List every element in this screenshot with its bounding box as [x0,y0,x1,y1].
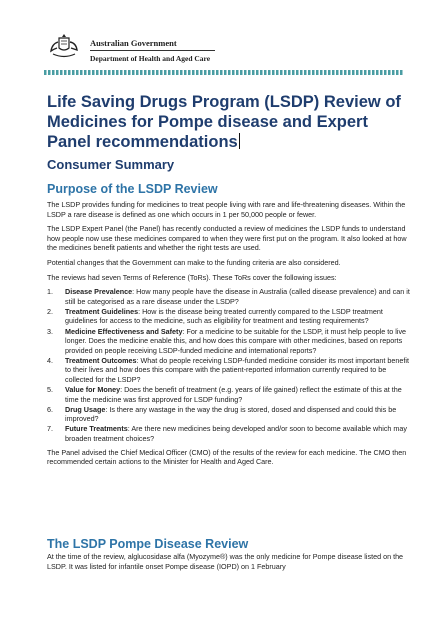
list-text: : Does the benefit of treatment (e.g. years of life gained) reflect the estimate of this at the time the medicine was first approved for LSDP funding? [65,385,402,404]
list-item [47,327,415,356]
document-subtitle: Consumer Summary [47,157,175,172]
list-text: : How is the disease being treated currently compared to the LSDP treatment guidelines for access to the medicine, such as eligibility for treatment and testing requirements? [65,306,383,326]
list-term: Treatment Guidelines [65,306,139,316]
list-item [47,356,415,385]
list-term: Disease Prevalence [65,287,133,297]
list-text: : How many people have the disease in Australia (called disease prevalence) and can it still be categorised as a rare disease under the LSDP? [65,287,410,306]
list-number: 4. [47,355,53,365]
document-title-text: Life Saving Drugs Program (LSDP) Review of Medicines for Pompe disease and Expert Panel recommendations [47,93,401,151]
department-name: Department of Health and Aged Care [90,54,211,63]
list-item [47,385,415,404]
list-term: Value for Money [65,385,121,395]
paragraph: The LSDP Expert Panel (the Panel) has recently conducted a review of medicines the LSDP funds to understand how people now use these medicines compared to when they were first put on the program. It also looked at how the medicines benefit patients and whether the right tests are used. [47,224,407,253]
document-header [44,30,404,90]
paragraph: The reviews had seven Terms of Reference (ToRs). These ToRs cover the following issues: [47,272,337,282]
list-number: 2. [47,306,53,316]
list-item [47,424,415,443]
terms-of-reference-list [47,287,415,444]
list-text: : For a medicine to be suitable for the LSDP, it must help people to live longer. Does the medicine enable this, and how does this compare with other medicines, based on reports provided on people receiving LSDP-funded medicine and international reports? [65,326,407,355]
document-title [47,92,407,152]
list-number: 7. [47,424,53,434]
list-term: Future Treatments [65,424,128,434]
paragraph: The LSDP provides funding for medicines to treat people living with rare and life-threatening diseases. Within the LSDP a rare disease is defined as one which occurs in 1 per 50,000 people or fewer. [47,200,406,219]
list-number: 5. [47,385,53,395]
list-number: 6. [47,404,53,414]
text-cursor [239,133,240,149]
paragraph: Potential changes that the Government can make to the funding criteria are also considered. [47,257,341,267]
list-text: : Are there new medicines being developed and/or soon to become available which may broaden treatment choices? [65,424,408,444]
paragraph: The Panel advised the Chief Medical Officer (CMO) of the results of the review for each medicine. The CMO then recommended certain actions to the Minister for Health and Aged Care. [47,447,407,467]
list-term: Drug Usage [65,404,106,414]
list-text: : What do people receiving LSDP-funded medicine consider its most important benefit to their lives and how does this compare with the patient-reported information currently required to be collected for the LSDP? [65,355,409,384]
header-divider [90,50,215,51]
coat-of-arms-icon [48,32,80,60]
section-purpose-body [47,200,415,472]
list-term: Treatment Outcomes [65,355,137,365]
list-number: 3. [47,326,53,336]
decorative-dot-band [44,70,404,75]
list-text: : Is there any wastage in the way the drug is stored, dosed and dispensed and could this be improved? [65,404,397,424]
list-number: 1. [47,287,53,297]
section-heading-purpose: Purpose of the LSDP Review [47,182,218,196]
government-name: Australian Government [90,38,177,48]
paragraph: At the time of the review, alglucosidase alfa (Myozyme®) was the only medicine for Pompe disease listed on the LSDP. It was listed for infantile onset Pompe disease (IOPD) on 1 February [47,552,404,571]
section-heading-pompe-review: The LSDP Pompe Disease Review [47,537,249,551]
list-term: Medicine Effectiveness and Safety [65,326,183,336]
section-pompe-review-body [47,552,415,576]
list-item [47,307,415,326]
list-item [47,287,415,306]
list-item [47,405,415,424]
